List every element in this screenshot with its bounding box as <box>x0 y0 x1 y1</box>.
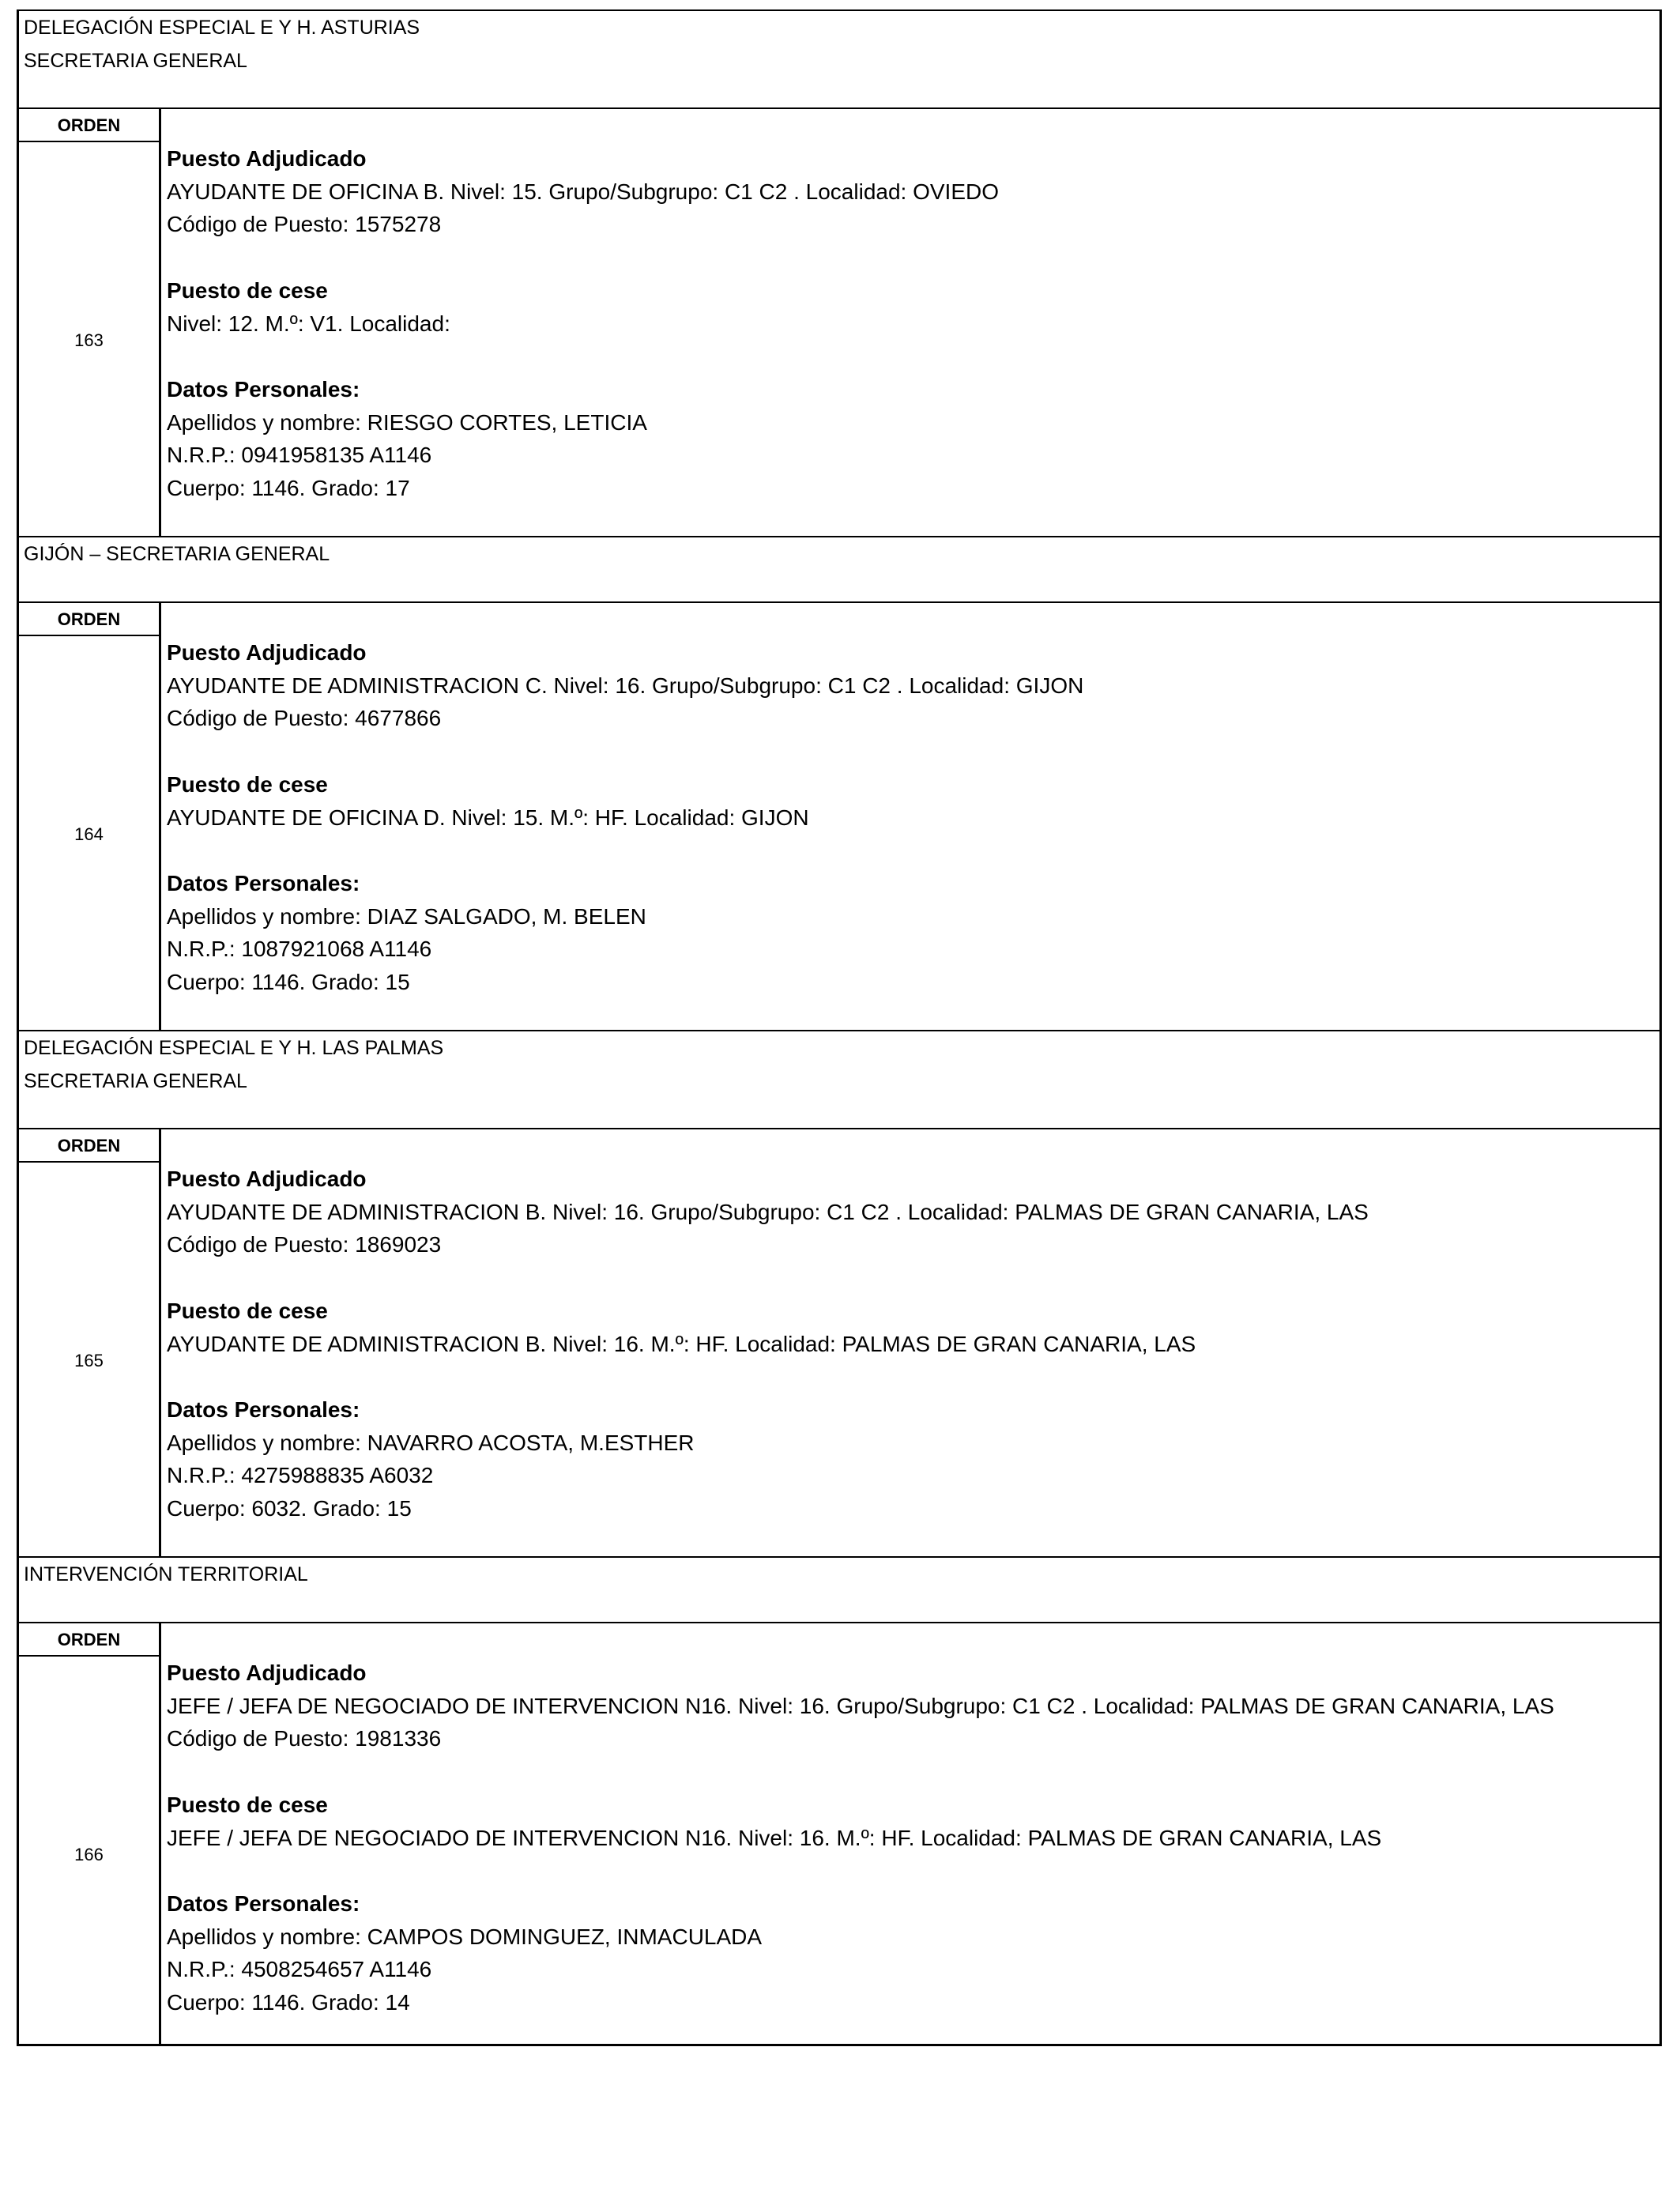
section-header-line: SECRETARIA GENERAL <box>24 1070 247 1092</box>
puesto-cese-text: JEFE / JEFA DE NEGOCIADO DE INTERVENCION N16. Nivel: 16. M.º: HF. Localidad: PALMAS DE GRAN CANARIA, LAS <box>167 1825 1382 1850</box>
orden-label: ORDEN <box>19 1129 159 1163</box>
puesto-adjudicado-text: AYUDANTE DE OFICINA B. Nivel: 15. Grupo/Subgrupo: C1 C2 . Localidad: OVIEDO <box>167 179 1000 204</box>
codigo-puesto: Código de Puesto: 1981336 <box>167 1726 442 1751</box>
orden-label: ORDEN <box>19 603 159 636</box>
puesto-adjudicado-text: JEFE / JEFA DE NEGOCIADO DE INTERVENCION N16. Nivel: 16. Grupo/Subgrupo: C1 C2 . Localidad: PALMAS DE GRAN CANARIA, LAS <box>167 1693 1554 1718</box>
orden-column <box>19 1623 161 2045</box>
orden-number: 166 <box>74 1845 104 1864</box>
datos-personales-label: Datos Personales: <box>167 1891 360 1916</box>
orden-column <box>19 109 161 536</box>
section-header-line: DELEGACIÓN ESPECIAL E Y H. ASTURIAS <box>24 17 420 39</box>
section-header-line: GIJÓN – SECRETARIA GENERAL <box>24 543 330 565</box>
puesto-cese-text: Nivel: 12. M.º: V1. Localidad: <box>167 311 450 336</box>
nrp: N.R.P.: 4508254657 A1146 <box>167 1957 432 1982</box>
puesto-cese-label: Puesto de cese <box>167 1792 328 1817</box>
orden-number: 165 <box>74 1351 104 1370</box>
codigo-puesto: Código de Puesto: 1575278 <box>167 212 442 237</box>
entry-details <box>167 636 1083 999</box>
datos-personales-label: Datos Personales: <box>167 870 360 895</box>
entry-details <box>167 1657 1554 2019</box>
table-row <box>19 1623 1659 2045</box>
codigo-puesto: Código de Puesto: 4677866 <box>167 706 442 731</box>
puesto-adjudicado-label: Puesto Adjudicado <box>167 1661 367 1685</box>
datos-personales-label: Datos Personales: <box>167 1397 360 1422</box>
apellidos-nombre: Apellidos y nombre: RIESGO CORTES, LETICIA <box>167 409 647 435</box>
puesto-cese-label: Puesto de cese <box>167 1298 328 1323</box>
table-row <box>19 1129 1659 1558</box>
datos-personales-label: Datos Personales: <box>167 376 360 401</box>
nrp: N.R.P.: 0941958135 A1146 <box>167 443 432 468</box>
cuerpo-grado: Cuerpo: 1146. Grado: 15 <box>167 970 410 994</box>
cuerpo-grado: Cuerpo: 1146. Grado: 14 <box>167 1990 410 2015</box>
orden-column <box>19 1129 161 1556</box>
entry-details <box>167 1163 1369 1525</box>
section-header <box>19 537 1659 603</box>
puesto-adjudicado-text: AYUDANTE DE ADMINISTRACION C. Nivel: 16. Grupo/Subgrupo: C1 C2 . Localidad: GIJON <box>167 673 1084 698</box>
cuerpo-grado: Cuerpo: 6032. Grado: 15 <box>167 1496 412 1521</box>
apellidos-nombre: Apellidos y nombre: NAVARRO ACOSTA, M.ESTHER <box>167 1430 695 1455</box>
section-header <box>19 1031 1659 1129</box>
section-header-line: DELEGACIÓN ESPECIAL E Y H. LAS PALMAS <box>24 1037 444 1059</box>
document-table <box>17 9 1662 2046</box>
puesto-adjudicado-text: AYUDANTE DE ADMINISTRACION B. Nivel: 16. Grupo/Subgrupo: C1 C2 . Localidad: PALMAS DE GRAN CANARIA, LAS <box>167 1199 1369 1224</box>
codigo-puesto: Código de Puesto: 1869023 <box>167 1232 442 1257</box>
puesto-cese-text: AYUDANTE DE ADMINISTRACION B. Nivel: 16. M.º: HF. Localidad: PALMAS DE GRAN CANARIA, LAS <box>167 1331 1196 1356</box>
orden-number: 163 <box>74 330 104 350</box>
nrp: N.R.P.: 1087921068 A1146 <box>167 937 432 962</box>
section-header-line: SECRETARIA GENERAL <box>24 50 247 72</box>
puesto-adjudicado-label: Puesto Adjudicado <box>167 1167 367 1191</box>
orden-number: 164 <box>74 824 104 844</box>
cuerpo-grado: Cuerpo: 1146. Grado: 17 <box>167 476 410 500</box>
section-header-line: INTERVENCIÓN TERRITORIAL <box>24 1563 308 1585</box>
puesto-adjudicado-label: Puesto Adjudicado <box>167 146 367 171</box>
puesto-cese-text: AYUDANTE DE OFICINA D. Nivel: 15. M.º: HF. Localidad: GIJON <box>167 805 809 830</box>
apellidos-nombre: Apellidos y nombre: DIAZ SALGADO, M. BELEN <box>167 903 646 929</box>
nrp: N.R.P.: 4275988835 A6032 <box>167 1463 434 1488</box>
orden-label: ORDEN <box>19 109 159 142</box>
table-row <box>19 603 1659 1031</box>
puesto-cese-label: Puesto de cese <box>167 771 328 797</box>
puesto-adjudicado-label: Puesto Adjudicado <box>167 640 367 665</box>
section-header <box>19 1558 1659 1623</box>
table-row <box>19 109 1659 537</box>
puesto-cese-label: Puesto de cese <box>167 277 328 303</box>
section-header <box>19 11 1659 109</box>
orden-label: ORDEN <box>19 1623 159 1657</box>
entry-details <box>167 142 999 505</box>
orden-column <box>19 603 161 1030</box>
apellidos-nombre: Apellidos y nombre: CAMPOS DOMINGUEZ, INMACULADA <box>167 1924 763 1949</box>
